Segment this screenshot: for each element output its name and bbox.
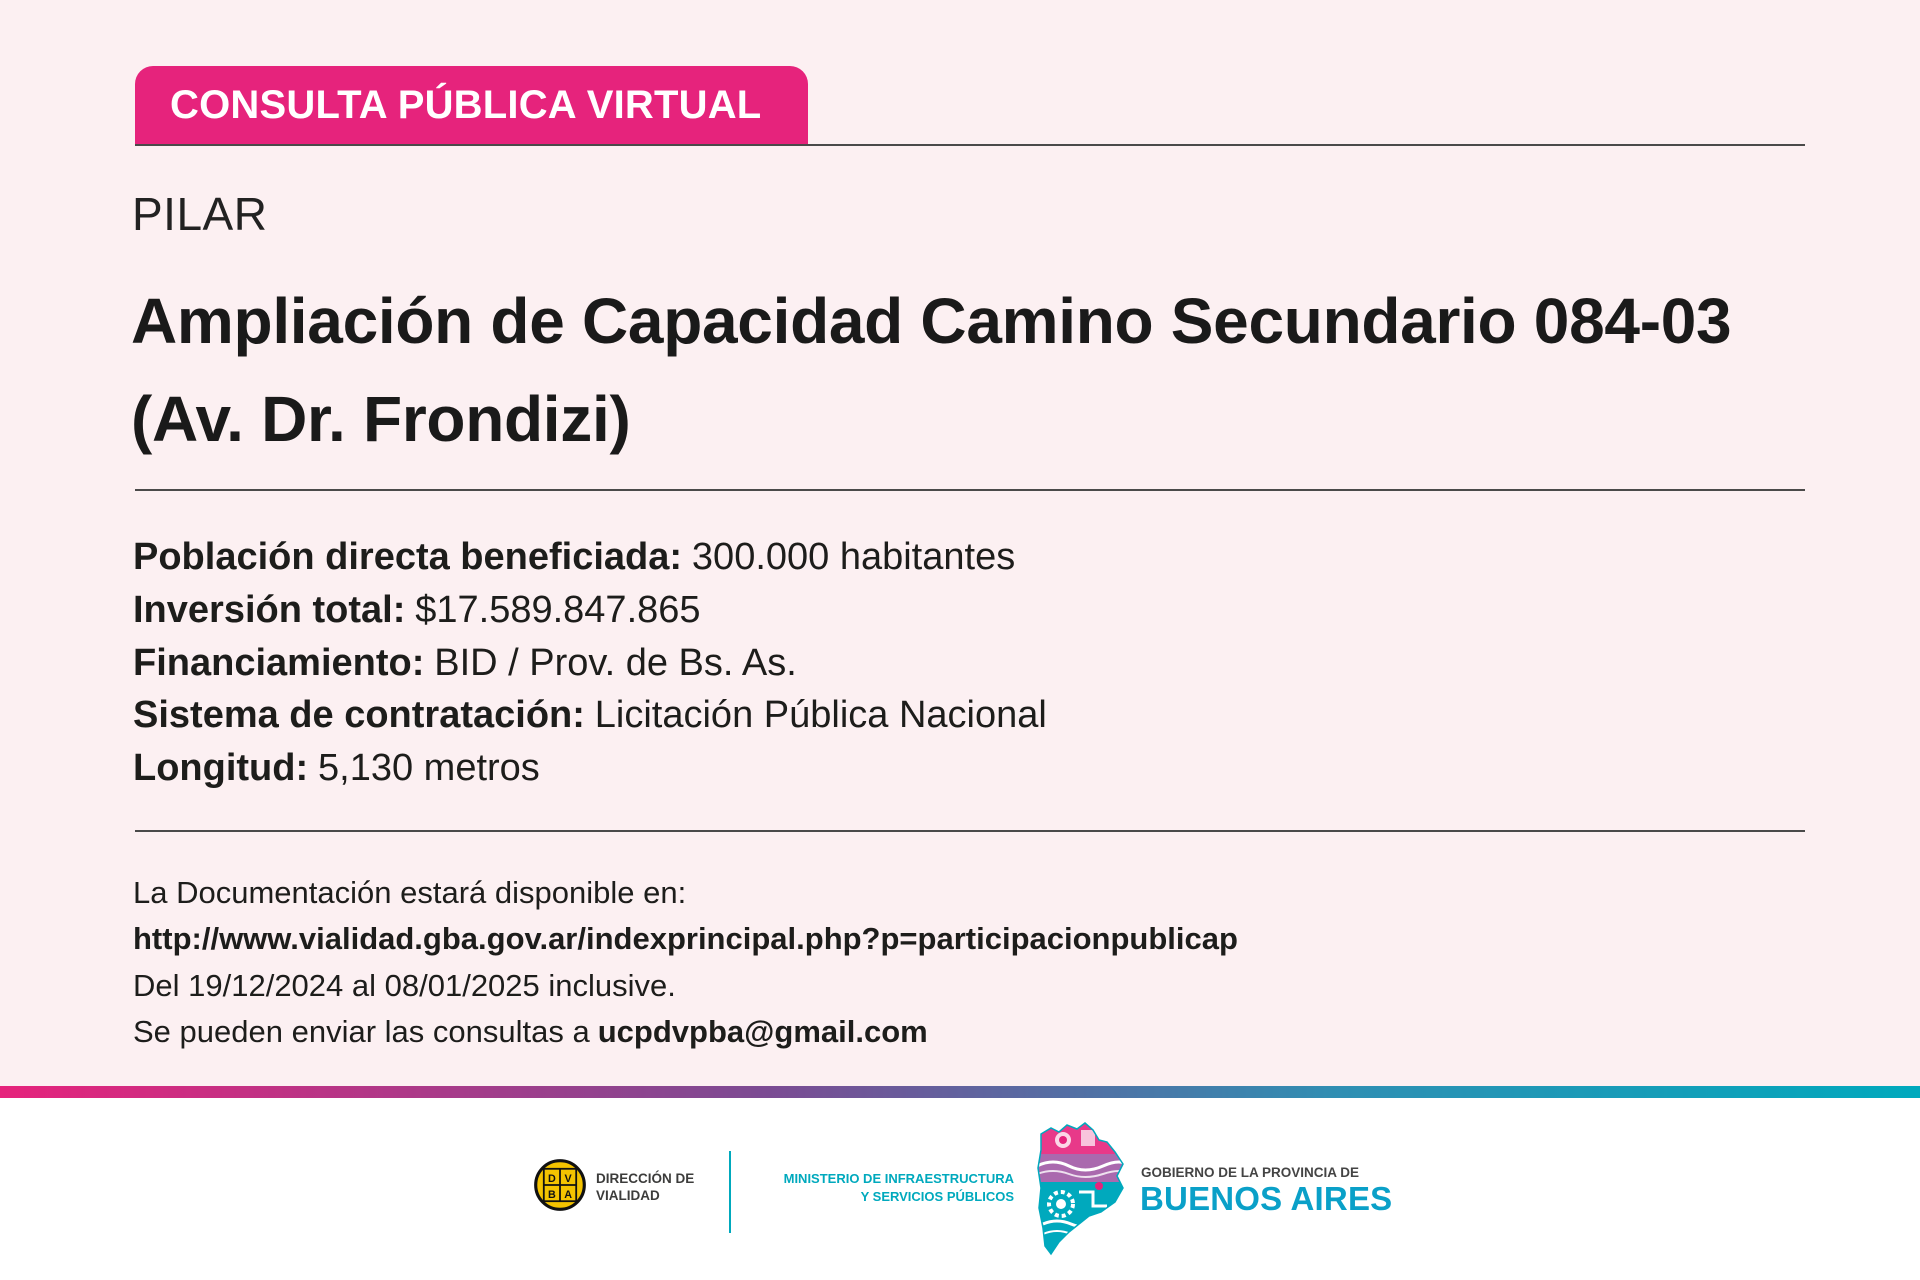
ministry-name-line: Y SERVICIOS PÚBLICOS — [860, 1189, 1014, 1204]
title-divider — [135, 489, 1805, 491]
detail-row-financiamiento — [133, 637, 1047, 690]
header-divider — [135, 144, 1805, 146]
detail-label: Longitud: — [133, 747, 309, 789]
detail-row-longitud — [133, 742, 1047, 795]
detail-label: Población directa beneficiada: — [133, 536, 683, 578]
dvba-name — [596, 1170, 694, 1204]
contact-prefix: Se pueden enviar las consultas a — [133, 1013, 590, 1049]
dvba-seal-icon — [533, 1158, 587, 1212]
contact-line — [133, 1009, 1238, 1055]
location-label: PILAR — [132, 188, 268, 240]
documentation-intro: La Documentación estará disponible en: — [133, 875, 687, 910]
contact-email[interactable]: ucpdvpba@gmail.com — [597, 1013, 928, 1049]
footer-divider — [729, 1151, 731, 1233]
detail-label: Inversión total: — [133, 588, 406, 631]
detail-value: 5,130 metros — [318, 747, 540, 789]
dvba-letter: B — [548, 1189, 556, 1202]
detail-row-inversion — [133, 584, 1047, 637]
dvba-name-line: DIRECCIÓN DE — [596, 1171, 695, 1186]
project-details — [133, 531, 1047, 795]
detail-value: $17.589.847.865 — [415, 588, 701, 631]
consulta-publica-label: CONSULTA PÚBLICA VIRTUAL — [170, 83, 762, 127]
dvba-letter: D — [548, 1172, 556, 1185]
dvba-letter: A — [564, 1189, 572, 1202]
detail-value: Licitación Pública Nacional — [594, 694, 1047, 737]
dvba-letter: V — [564, 1172, 572, 1185]
province-map-icon — [1033, 1120, 1127, 1258]
detail-label: Sistema de contratación: — [133, 694, 585, 737]
consulta-publica-tag — [135, 66, 808, 145]
ministry-name — [784, 1170, 1014, 1206]
gradient-bar — [0, 1086, 1920, 1098]
detail-row-contratacion — [133, 689, 1047, 742]
documentation-dates: Del 19/12/2024 al 08/01/2025 inclusive. — [133, 967, 676, 1003]
province-name: BUENOS AIRES — [1140, 1180, 1393, 1217]
project-title: Ampliación de Capacidad Camino Secundario 084-03 (Av. Dr. Frondizi) — [131, 285, 1732, 455]
details-divider — [135, 830, 1805, 832]
ministry-name-line: MINISTERIO DE INFRAESTRUCTURA — [783, 1171, 1014, 1186]
government-label: GOBIERNO DE LA PROVINCIA DE — [1141, 1165, 1360, 1180]
detail-label: Financiamiento: — [133, 641, 425, 684]
documentation-info — [133, 870, 1238, 1055]
detail-value: 300.000 habitantes — [691, 536, 1016, 578]
documentation-url[interactable]: http://www.vialidad.gba.gov.ar/indexprincipal.php?p=participacionpublicap — [133, 921, 1238, 957]
dvba-name-line: VIALIDAD — [596, 1188, 660, 1203]
detail-value: BID / Prov. de Bs. As. — [434, 641, 797, 684]
detail-row-poblacion — [133, 531, 1047, 584]
